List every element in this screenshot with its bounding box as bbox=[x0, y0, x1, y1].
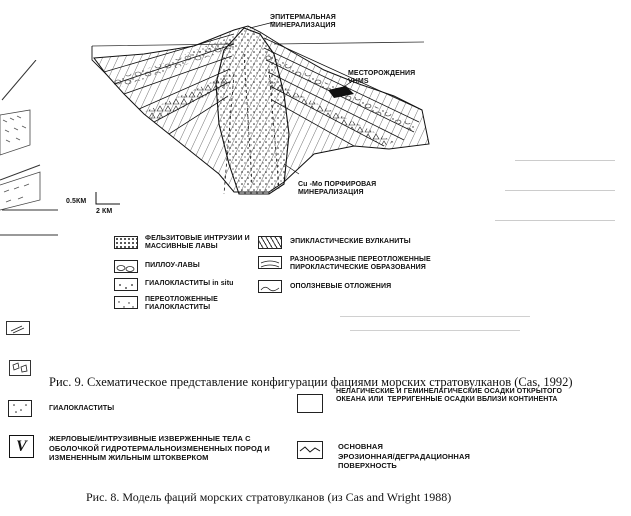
legend-vent-swatch bbox=[9, 435, 34, 458]
legend-slump-label: ОПОЛЗНЕВЫЕ ОТЛОЖЕНИЯ bbox=[290, 283, 392, 290]
legend-pillow-label: ПИЛЛОУ-ЛАВЫ bbox=[145, 262, 200, 269]
figure8-background-sketch bbox=[0, 60, 60, 250]
figure9-caption: Рис. 9. Схематическое представление конфигурации фациями морских стратовулканов (Cas, 1992) bbox=[49, 375, 573, 389]
legend-pyroclastic-swatch bbox=[258, 256, 282, 269]
legend-hyalo-redep-swatch bbox=[114, 296, 138, 309]
legend-pyroclastic-label: РАЗНООБРАЗНЫЕ ПЕРЕОТЛОЖЕННЫЕ ПИРОКЛАСТИЧЕСКИЕ ОБРАЗОВАНИЯ bbox=[290, 256, 431, 271]
vent-symbol-glyph: V bbox=[16, 438, 27, 455]
legend-felsic-swatch bbox=[114, 236, 138, 249]
scale-vertical-label: 0.5КМ bbox=[66, 198, 87, 205]
scale-horizontal-label: 2 КМ bbox=[96, 208, 113, 215]
fig8-breccia-symbol bbox=[9, 360, 31, 376]
fig8-pencil-symbol bbox=[6, 321, 30, 335]
legend-pillow-swatch bbox=[114, 260, 138, 273]
legend-epiclastic-label: ЭПИКЛАСТИЧЕСКИЕ ВУЛКАНИТЫ bbox=[290, 238, 411, 245]
legend-ocean-swatch bbox=[297, 394, 323, 413]
legend-hyalo-insitu-swatch bbox=[114, 278, 138, 291]
figure8-ghost-text bbox=[475, 160, 625, 280]
label-epithermal-mineralization: ЭПИТЕРМАЛЬНАЯ МИНЕРАЛИЗАЦИЯ bbox=[270, 14, 336, 29]
legend-erosion-label: ОСНОВНАЯ ЭРОЗИОННАЯ/ДЕГРАДАЦИОННАЯ ПОВЕРХНОСТЬ bbox=[338, 442, 470, 470]
label-vhms-deposits: МЕСТОРОЖДЕНИЯ VHMS bbox=[348, 70, 416, 85]
legend-epiclastic-swatch bbox=[258, 236, 282, 249]
legend-slump-swatch bbox=[258, 280, 282, 293]
legend-hyalo-redep-label: ПЕРЕОТЛОЖЕННЫЕ ГИАЛОКЛАСТИТЫ bbox=[145, 296, 218, 311]
stratovolcano-cross-section bbox=[84, 14, 444, 204]
label-porphyry-mineralization: Cu -Mo ПОРФИРОВАЯ МИНЕРАЛИЗАЦИЯ bbox=[298, 181, 377, 196]
legend-ocean-label: НЕЛАГИЧЕСКИЕ И ГЕМИНЕЛАГИЧЕСКИЕ ОСАДКИ ОТКРЫТОГО ОКЕАНА ИЛИ ТЕРРИГЕННЫЕ ОСАДКИ ВБЛИЗИ КОНТИНЕНТА bbox=[336, 388, 563, 403]
legend-hyaloclastites-swatch bbox=[8, 400, 32, 417]
figure8-caption: Рис. 8. Модель фаций морских стратовулканов (из Cas and Wright 1988) bbox=[86, 490, 452, 504]
faint-background-rules bbox=[340, 310, 540, 350]
legend-hyaloclastites-label: ГИАЛОКЛАСТИТЫ bbox=[49, 405, 115, 412]
legend-felsic-label: ФЕЛЬЗИТОВЫЕ ИНТРУЗИИ И МАССИВНЫЕ ЛАВЫ bbox=[145, 235, 250, 250]
legend-vent-label: ЖЕРЛОВЫЕ/ИНТРУЗИВНЫЕ ИЗВЕРЖЕННЫЕ ТЕЛА С ОБОЛОЧКОЙ ГИДРОТЕРМАЛЬНОИЗМЕНЕННЫХ ПОРОД И ИЗМЕНЕННЫМ ЖИЛЬНЫМ ШТОКВЕРКОМ bbox=[49, 434, 270, 462]
legend-erosion-swatch bbox=[297, 441, 323, 459]
legend-hyalo-insitu-label: ГИАЛОКЛАСТИТЫ in situ bbox=[145, 280, 234, 287]
